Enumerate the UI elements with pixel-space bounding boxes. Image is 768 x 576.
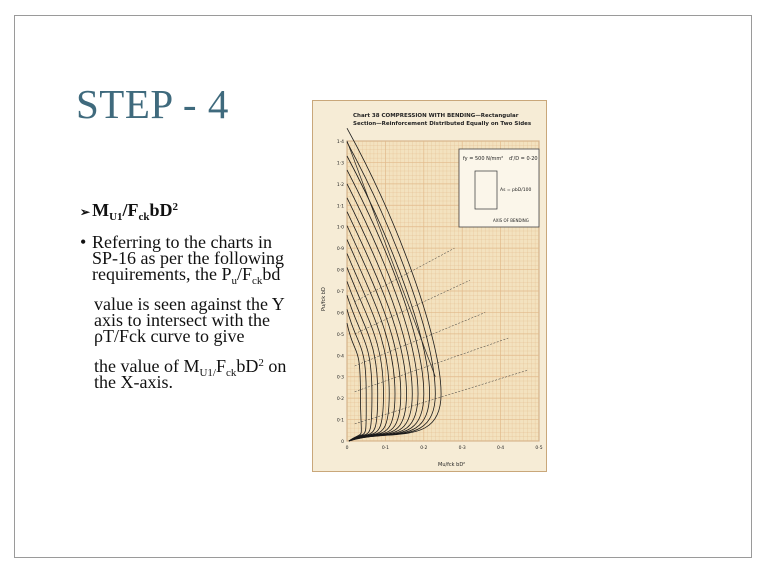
y-tick-label: 1·4 <box>336 140 344 145</box>
x-tick-label: 0 <box>345 446 349 451</box>
as-note: As = pbD/100 <box>500 188 532 193</box>
x-tick-label: 0·1 <box>381 446 389 451</box>
y-tick-label: 1·2 <box>336 182 344 188</box>
chart-scan-ylabel: Pu/fck bD <box>321 287 327 311</box>
x-tick-label: 0·5 <box>535 446 543 451</box>
x-tick-labels <box>346 445 543 451</box>
paragraph-3: the value of $M_{U1/}F_{ck}bD^2$ on the X-axis. <box>94 356 287 392</box>
x-tick-label: 0·4 <box>497 446 505 451</box>
y-tick-labels <box>337 139 344 445</box>
x-tick-label: 0·2 <box>420 446 428 451</box>
slide-title: STEP - 4 <box>76 81 229 127</box>
x-tick-label: 0·3 <box>458 446 466 451</box>
y-tick-label: 0·9 <box>336 247 344 253</box>
formula-heading: ➢ $M_{U1}/F_{ck}bD^2$ <box>80 200 179 223</box>
bullet-item <box>80 232 290 287</box>
axis-note: AXIS OF BENDING <box>493 218 529 223</box>
bullet-text: Referring to the charts in SP-16 as per the following requirements, the $P_u/F_{ck}bd$ <box>92 232 284 287</box>
fy-note: fy = 500 N/mm² <box>463 156 504 162</box>
sp16-chart-image <box>312 100 547 472</box>
y-tick-label: 0 <box>341 440 344 445</box>
y-tick-label: 0·5 <box>336 332 344 338</box>
y-tick-label: 1·1 <box>336 204 344 210</box>
chart-scan-xlabel: Mu/fck bD² <box>438 462 466 468</box>
chart-scan-title-1: Chart 38 COMPRESSION WITH BENDING—Rectangular <box>353 113 519 119</box>
y-tick-label: 0·4 <box>336 354 344 360</box>
y-tick-label: 0·6 <box>336 311 344 317</box>
y-tick-label: 0·7 <box>336 290 344 295</box>
chart-scan-title-2: Section—Reinforcement Distributed Equally on Two Sides <box>353 121 532 127</box>
y-tick-label: 0·2 <box>336 397 344 403</box>
y-tick-label: 0·8 <box>336 268 344 274</box>
y-tick-label: 1·3 <box>336 161 344 167</box>
text-column <box>80 202 290 390</box>
paragraph-2: value is seen against the Y axis to intersect with the ρT/Fck curve to give <box>94 294 285 346</box>
bullet-dot: • <box>80 232 87 252</box>
chart-scan-drawing <box>313 101 546 471</box>
dd-note: d'/D = 0·20 <box>509 156 538 162</box>
y-tick-label: 0·1 <box>336 418 344 424</box>
arrow-bullet-icon: ➢ <box>80 205 91 219</box>
y-tick-label: 0·3 <box>336 375 344 381</box>
y-tick-label: 1·0 <box>336 225 344 231</box>
